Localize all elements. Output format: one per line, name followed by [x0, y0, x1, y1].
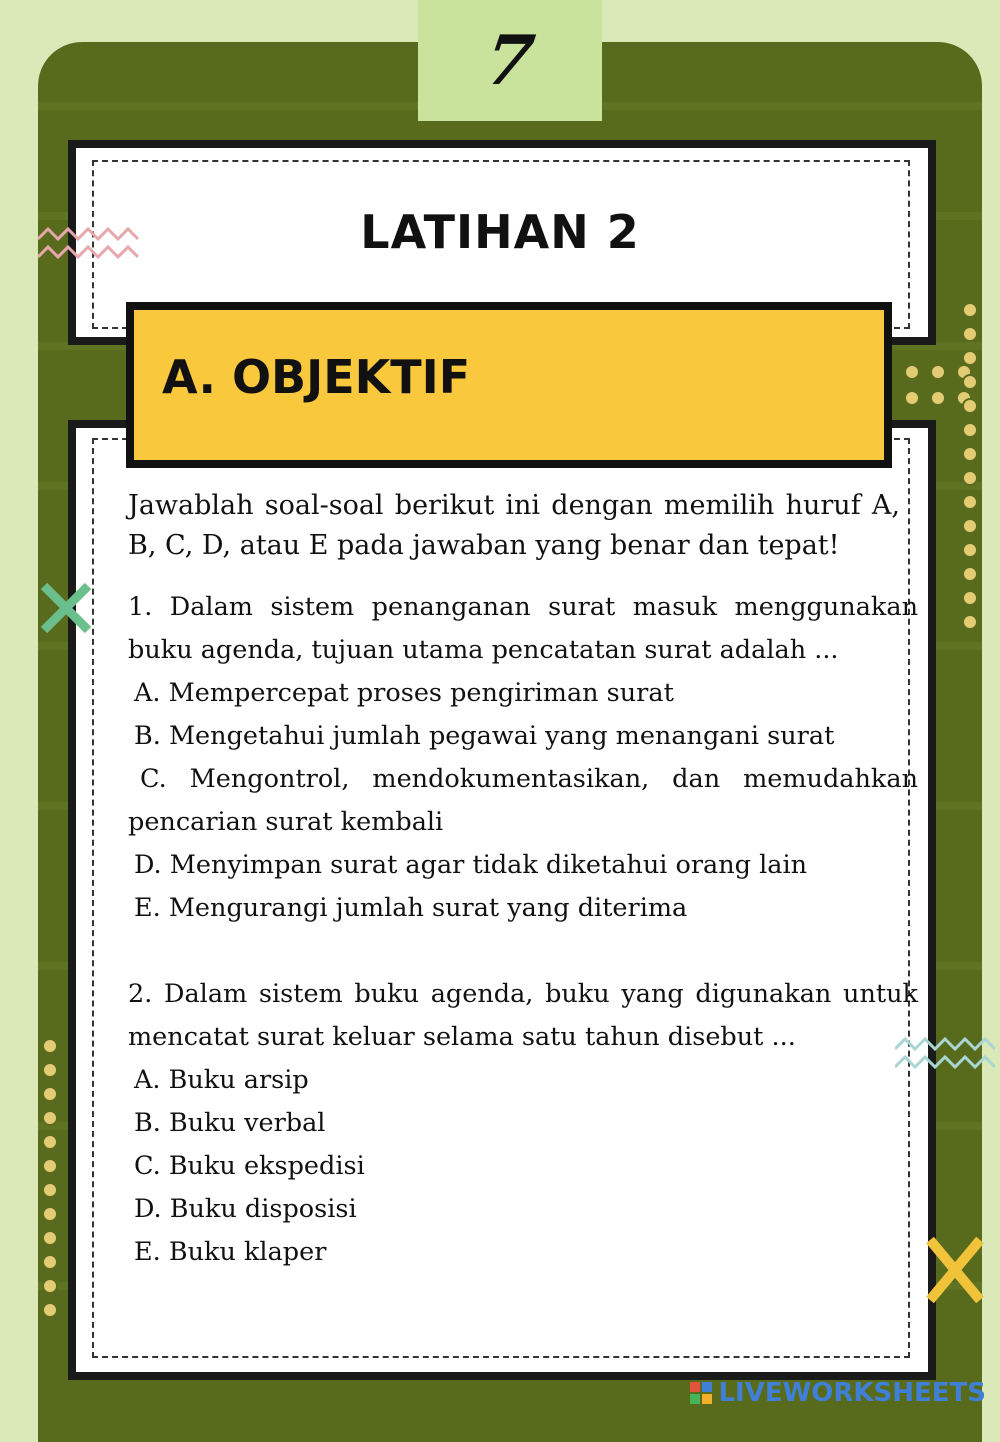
question-2-option-e[interactable]: E. Buku klaper	[134, 1237, 327, 1267]
instruction-text: Jawablah soal-soal berikut ini dengan memilih huruf A, B, C, D, atau E pada jawaban yang benar dan tepat!	[128, 490, 900, 561]
question-2-option-c[interactable]: C. Buku ekspedisi	[134, 1151, 365, 1181]
question-1-option-c[interactable]: C. Mengontrol, mendokumentasikan, dan memudahkan pencarian surat kembali	[128, 764, 918, 837]
dot-column-left	[42, 1038, 58, 1318]
question-2: 2. Dalam sistem buku agenda, buku yang digunakan untuk mencatat surat keluar selama satu tahun disebut ...	[128, 979, 918, 1052]
question-2-option-d[interactable]: D. Buku disposisi	[134, 1194, 357, 1224]
question-1-option-e[interactable]: E. Mengurangi jumlah surat yang diterima	[134, 893, 688, 923]
page-title: LATIHAN 2	[360, 205, 640, 259]
cross-decoration	[36, 578, 96, 638]
dot-column-right	[962, 302, 978, 630]
section-banner	[126, 302, 892, 468]
cross-decoration-yellow	[920, 1230, 990, 1310]
worksheet-content	[128, 486, 918, 1274]
page-number: 7	[480, 20, 540, 101]
question-2-option-b[interactable]: B. Buku verbal	[134, 1108, 326, 1138]
watermark	[690, 1378, 986, 1408]
watermark-text: LIVEWORKSHEETS	[718, 1378, 986, 1408]
question-1-option-b[interactable]: B. Mengetahui jumlah pegawai yang menangani surat	[134, 721, 835, 751]
section-title: A. OBJEKTIF	[162, 350, 471, 404]
question-1: 1. Dalam sistem penanganan surat masuk menggunakan buku agenda, tujuan utama pencatatan surat adalah ...	[128, 592, 918, 665]
question-1-option-a[interactable]: A. Mempercepat proses pengiriman surat	[134, 678, 674, 708]
question-1-option-d[interactable]: D. Menyimpan surat agar tidak diketahui orang lain	[134, 850, 808, 880]
page-number-tab	[418, 0, 602, 121]
liveworksheets-logo-icon	[690, 1382, 712, 1404]
question-2-option-a[interactable]: A. Buku arsip	[134, 1065, 309, 1095]
